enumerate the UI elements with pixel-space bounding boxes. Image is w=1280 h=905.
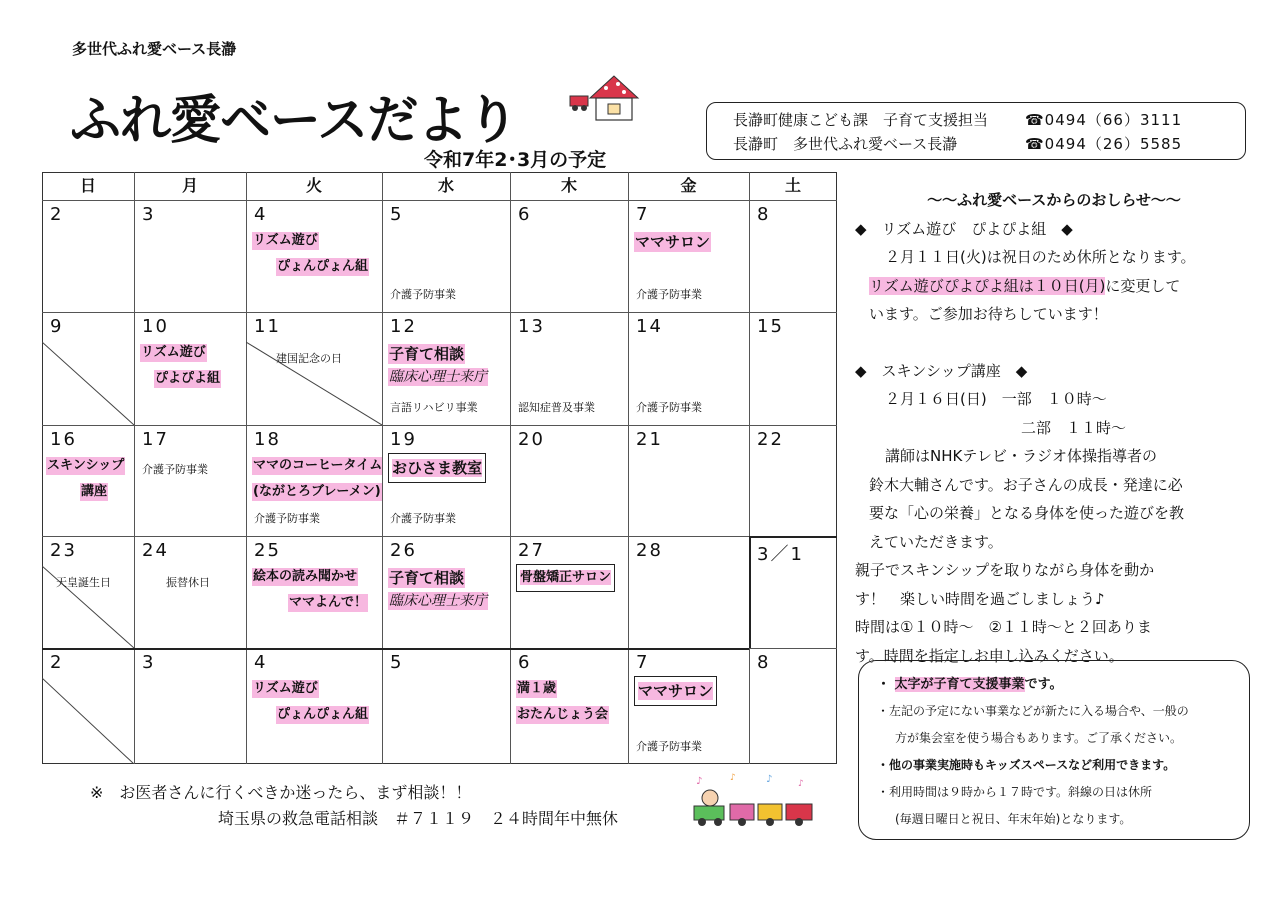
program-note: 介護予防事業 [390, 512, 456, 525]
event-label: 絵本の読み聞かせ [253, 569, 358, 584]
calendar-day-cell [510, 425, 628, 536]
program-note: 介護予防事業 [636, 288, 702, 301]
month-end-border [749, 536, 837, 538]
calendar-day-cell [749, 425, 837, 536]
event-label: ぴょんぴょん組 [277, 707, 369, 722]
day-number: 3／1 [757, 544, 804, 565]
month-end-border [42, 648, 749, 650]
organization-name: 多世代ふれ愛ベース長瀞 [72, 40, 237, 58]
calendar-day-cell [246, 200, 382, 312]
calendar-day-cell [42, 200, 134, 312]
calendar-day-cell [628, 648, 749, 764]
notice-text: 親子でスキンシップを取りながら身体を動か [855, 561, 1155, 579]
weekday-header: 月 [181, 176, 198, 195]
holiday-label: 天皇誕生日 [56, 576, 111, 589]
event-box [516, 564, 615, 592]
svg-text:♪: ♪ [730, 773, 736, 783]
notice-item-heading: ◆ リズム遊び ぴよぴよ組 ◆ [855, 219, 1073, 238]
calendar-day-cell [382, 312, 510, 425]
day-number: 11 [254, 316, 281, 337]
calendar-day-cell [749, 536, 837, 648]
svg-text:♪: ♪ [766, 774, 773, 785]
day-number: 22 [757, 429, 784, 450]
calendar-day-cell [42, 312, 134, 425]
contact-box [706, 102, 1246, 160]
calendar-day-cell [246, 648, 382, 764]
calendar-day-cell [246, 425, 382, 536]
day-number: 6 [518, 652, 532, 673]
event-label: おひさま教室 [392, 459, 483, 477]
day-number: 7 [636, 204, 650, 225]
memo-line: 方が集会室を使う場合もあります。ご了承ください。 [895, 731, 1183, 745]
advice-section [90, 780, 618, 832]
event-label: (ながとろブレーメン) [253, 484, 381, 499]
weekday-header: 日 [79, 176, 96, 195]
calendar-day-cell [134, 200, 246, 312]
event-label: リズム遊び [141, 345, 206, 360]
event-box [634, 676, 717, 706]
day-number: 20 [518, 429, 545, 450]
event-label: 講座 [81, 484, 108, 499]
day-number: 4 [254, 204, 268, 225]
day-number: 8 [757, 652, 771, 673]
day-number: 25 [254, 540, 281, 561]
program-note: 言語リハビリ事業 [390, 401, 478, 414]
notice-text: す！ 楽しい時間を過ごしましょう♪ [855, 589, 1105, 608]
day-number: 8 [757, 204, 771, 225]
memo-line [877, 671, 1249, 698]
event-label: ママのコーヒータイム [253, 458, 382, 473]
memo-line: ・左記の予定にない事業などが新たに入る場合や、一般の [877, 704, 1189, 718]
memo-box [858, 660, 1250, 840]
event-label: 子育て相談 [389, 345, 465, 363]
day-number: 7 [636, 652, 650, 673]
event-label: 臨床心理士来庁 [389, 369, 487, 385]
event-label: 満１歳 [517, 681, 557, 696]
newsletter-title: ふれ愛ベースだより [70, 91, 518, 151]
calendar-day-cell [42, 536, 134, 648]
memo-highlight: 太字が子育て支援事業 [894, 677, 1025, 692]
toy-train-icon [690, 772, 820, 828]
contact-phone: ☎0494（66）3111 [1025, 111, 1183, 129]
notice-highlight: リズム遊びぴよぴよ組は１０日(月) [869, 276, 1106, 295]
day-number: 23 [50, 540, 77, 561]
weekday-header: 水 [437, 176, 454, 195]
calendar-day-cell [628, 312, 749, 425]
day-number: 21 [636, 429, 663, 450]
calendar-day-cell [134, 425, 246, 536]
event-label: ママよんで！ [289, 595, 368, 610]
day-number: 2 [50, 204, 64, 225]
slash-line [42, 342, 134, 425]
memo-bullet: ・ [877, 677, 891, 692]
calendar-day-cell [382, 648, 510, 764]
day-number: 14 [636, 316, 663, 337]
notice-text: ２月１１日(火)は祝日のため休所となります。 [885, 248, 1196, 266]
slash-line [42, 678, 134, 764]
memo-line: ・利用時間は９時から１７時です。斜線の日は休所 [877, 785, 1153, 799]
holiday-label: 建国記念の日 [276, 352, 342, 365]
calendar-day-cell [749, 648, 837, 764]
event-label: 子育て相談 [389, 569, 465, 587]
event-label: スキンシップ [47, 458, 125, 473]
day-number: 5 [390, 652, 404, 673]
event-box [388, 453, 486, 483]
notice-title: ～～ふれ愛ベースからのおしらせ～～ [927, 191, 1181, 209]
advice-line: 埼玉県の救急電話相談 ＃７１１９ ２４時間年中無休 [218, 809, 619, 828]
calendar-day-cell [134, 312, 246, 425]
memo-line: ・他の事業実施時もキッズスペースなど利用できます。 [877, 758, 1176, 772]
event-label: 骨盤矯正サロン [520, 570, 612, 585]
calendar-day-cell [749, 312, 837, 425]
event-label: ママサロン [638, 682, 714, 700]
notice-text: えていただきます。 [869, 532, 1003, 551]
svg-text:♪: ♪ [798, 779, 804, 789]
weekday-header: 金 [680, 176, 697, 195]
notice-text [855, 272, 1235, 301]
day-number: 16 [50, 429, 77, 450]
notice-text: 要な「心の栄養」となる身体を使った遊びを教 [869, 504, 1185, 522]
day-number: 12 [390, 316, 417, 337]
month-end-border [749, 536, 751, 648]
notice-item-heading: ◆ スキンシップ講座 ◆ [855, 361, 1028, 380]
calendar-day-cell [628, 536, 749, 648]
program-note: 介護予防事業 [636, 401, 702, 414]
contact-name: 長瀞町 多世代ふれ愛ベース長瀞 [733, 135, 958, 153]
svg-text:♪: ♪ [696, 776, 703, 787]
advice-line: ※ お医者さんに行くべきか迷ったら、まず相談！！ [90, 783, 472, 802]
calendar-day-cell [749, 200, 837, 312]
calendar-day-cell [246, 536, 382, 648]
notice-text: す。時間を指定しお申し込みください。 [855, 646, 1124, 665]
program-note: 介護予防事業 [390, 288, 456, 301]
day-number: 6 [518, 204, 532, 225]
event-label: ぴよぴよ組 [155, 371, 221, 386]
calendar-day-cell [510, 536, 628, 648]
contact-row [733, 109, 1183, 131]
day-number: 17 [142, 429, 169, 450]
calendar-day-cell [382, 200, 510, 312]
calendar-day-cell [510, 200, 628, 312]
notice-text: 二部 １１時～ [1021, 418, 1127, 437]
calendar-day-cell [42, 648, 134, 764]
calendar-day-cell [628, 200, 749, 312]
day-number: 18 [254, 429, 281, 450]
calendar-day-cell [510, 312, 628, 425]
program-note: 認知症普及事業 [518, 401, 595, 414]
notice-text-tail: に変更して [1105, 276, 1181, 295]
day-number: 27 [518, 540, 545, 561]
contact-row [733, 133, 1183, 155]
day-number: 26 [390, 540, 417, 561]
weekday-header: 土 [784, 176, 801, 195]
calendar-day-cell [510, 648, 628, 764]
holiday-label: 振替休日 [166, 576, 210, 589]
calendar-day-cell [134, 648, 246, 764]
program-note: 介護予防事業 [636, 740, 702, 753]
day-number: 15 [757, 316, 784, 337]
notice-text: 時間は①１０時～ ②１１時～と２回ありま [855, 618, 1152, 636]
day-number: 3 [142, 204, 156, 225]
event-label: ぴょんぴょん組 [277, 259, 369, 274]
event-label: ママサロン [635, 233, 711, 251]
event-label: リズム遊び [253, 681, 318, 696]
day-number: 10 [142, 316, 169, 337]
calendar-day-cell [382, 536, 510, 648]
program-note: 介護予防事業 [142, 463, 208, 476]
schedule-subtitle: 令和7年2･3月の予定 [424, 149, 607, 171]
weekday-header: 火 [305, 176, 322, 195]
notice-text: 鈴木大輔さんです。お子さんの成長・発達に必 [869, 475, 1183, 494]
memo-suffix: です。 [1024, 677, 1063, 692]
calendar-day-cell [382, 425, 510, 536]
day-number: 3 [142, 652, 156, 673]
event-label: おたんじょう会 [517, 707, 609, 722]
day-number: 2 [50, 652, 64, 673]
day-number: 19 [390, 429, 417, 450]
day-number: 24 [142, 540, 169, 561]
event-label: 臨床心理士来庁 [389, 593, 487, 609]
day-number: 5 [390, 204, 404, 225]
day-number: 13 [518, 316, 545, 337]
house-logo-icon [568, 74, 660, 122]
event-label: リズム遊び [253, 233, 318, 248]
contact-name: 長瀞町健康こども課 子育て支援担当 [733, 111, 989, 129]
notice-text: 講師はNHKテレビ・ラジオ体操指導者の [885, 447, 1158, 465]
calendar-day-cell [246, 312, 382, 425]
program-note: 介護予防事業 [254, 512, 320, 525]
calendar-day-cell [134, 536, 246, 648]
day-number: 28 [636, 540, 663, 561]
notice-text: ２月１６日(日) 一部 １０時～ [885, 390, 1107, 408]
calendar [42, 172, 837, 764]
calendar-day-cell [42, 425, 134, 536]
contact-phone: ☎0494（26）5585 [1025, 135, 1183, 153]
notice-section [855, 186, 1235, 670]
memo-line: (毎週日曜日と祝日、年末年始)となります。 [895, 812, 1132, 826]
notice-text: います。ご参加お待ちしています！ [869, 305, 1108, 323]
day-number: 9 [50, 316, 64, 337]
calendar-day-cell [628, 425, 749, 536]
weekday-header: 木 [560, 176, 577, 195]
day-number: 4 [254, 652, 268, 673]
